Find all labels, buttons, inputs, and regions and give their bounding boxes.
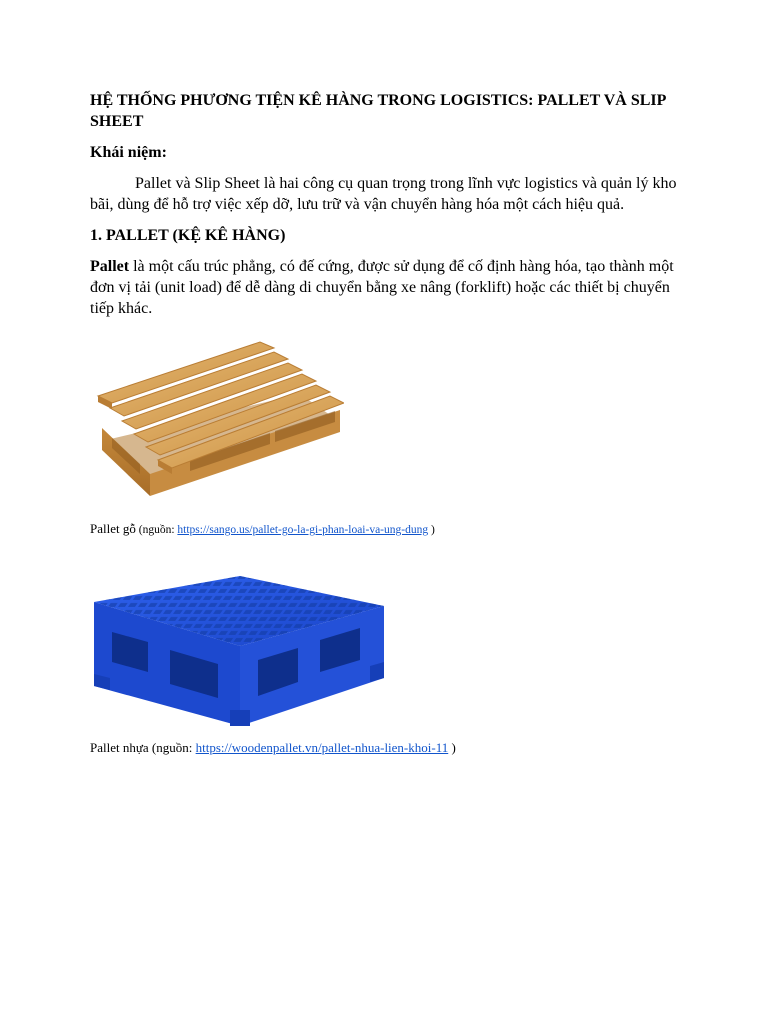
plastic-pallet-image xyxy=(90,574,386,730)
caption-label: Pallet gỗ xyxy=(90,521,136,536)
pallet-term: Pallet xyxy=(90,258,130,275)
wooden-pallet-caption xyxy=(90,521,435,538)
concept-heading: Khái niệm: xyxy=(90,144,167,161)
caption-suffix: ) xyxy=(428,524,435,536)
document-title: HỆ THỐNG PHƯƠNG TIỆN KÊ HÀNG TRONG LOGISTICS: PALLET VÀ SLIP SHEET xyxy=(90,92,666,130)
caption-label: Pallet nhựa xyxy=(90,740,149,755)
source-link-wooden-pallet[interactable]: https://sango.us/pallet-go-la-gi-phan-loai-va-ung-dung xyxy=(177,524,429,536)
source-link-plastic-pallet[interactable]: https://woodenpallet.vn/pallet-nhua-lien-khoi-11 xyxy=(195,740,449,755)
caption-source-prefix: (nguồn: xyxy=(148,740,196,755)
wooden-pallet-image xyxy=(90,336,344,506)
document-page xyxy=(90,90,680,755)
pallet-definition-paragraph xyxy=(90,256,680,319)
concept-paragraph: Pallet và Slip Sheet là hai công cụ quan trọng trong lĩnh vực logistics và quản lý kho bãi, dùng để hỗ trợ việc xếp dỡ, lưu trữ và vận chuyển hàng hóa một cách hiệu quả. xyxy=(90,175,677,213)
caption-suffix: ) xyxy=(448,740,456,755)
plastic-pallet-caption xyxy=(90,740,456,756)
section-heading-pallet: 1. PALLET (KỆ KÊ HÀNG) xyxy=(90,227,286,244)
pallet-definition-text: là một cấu trúc phẳng, có đế cứng, được sử dụng để cố định hàng hóa, tạo thành một đơn vị tải (unit load) để dễ dàng di chuyển bằng xe nâng (forklift) hoặc các thiết bị chuyển tiếp khác. xyxy=(90,258,674,317)
caption-source-prefix: (nguồn: xyxy=(135,524,178,536)
